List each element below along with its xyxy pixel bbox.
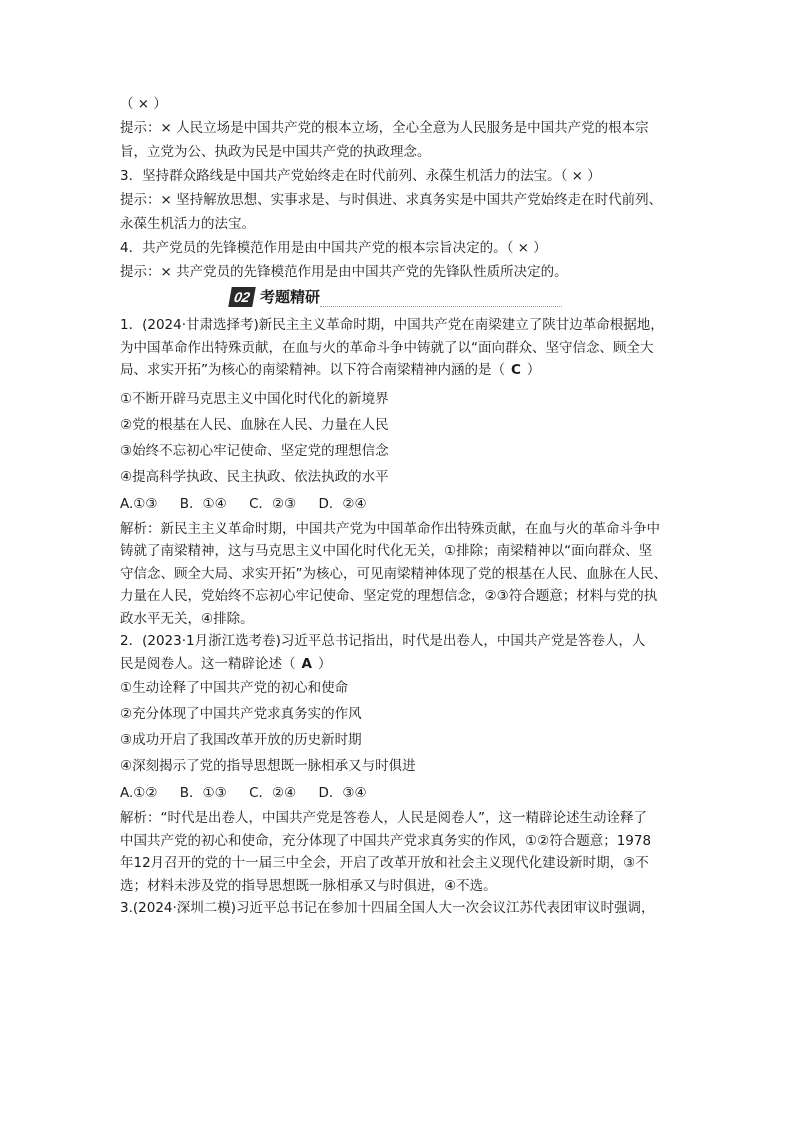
analysis-line: 铸就了南梁精神，这与马克思主义中国化时代化无关，①排除；南梁精神以“面向群众、坚 [120,543,653,559]
statement-item: ④深刻揭示了党的指导思想既一脉相承又与时俱进 [120,758,416,774]
statement-item: ③成功开启了我国改革开放的历史新时期 [120,732,362,748]
tip-line: 提示：× 人民立场是中国共产党的根本立场，全心全意为人民服务是中国共产党的根本宗 [120,120,649,136]
judgement-mark: （ × ） [120,96,167,112]
statement-item: ②党的根基在人民、血脉在人民、力量在人民 [120,416,389,433]
analysis-line: 解析：“时代是出卷人，中国共产党是答卷人，人民是阅卷人”，这一精辟论述生动诠释了 [120,810,647,826]
tip-block-3 [120,190,676,234]
statement-item: ①生动诠释了中国共产党的初心和使命 [120,680,349,696]
stem-text: ） [317,655,332,672]
analysis-line: 力量在人民，党始终不忘初心牢记使命、坚定党的理想信念，②③符合题意；材料与党的执 [120,588,658,604]
analysis-line: 年12月召开的党的十一届三中全会，开启了改革开放和社会主义现代化建设新时期，③不 [120,855,649,871]
option-a: A.①③ [120,495,158,512]
question-1 [120,314,676,630]
tip-block-1 [120,118,676,162]
stem-text: 局、求实开拓”为核心的南梁精神。以下符合南梁精神内涵的是（ [120,362,505,378]
option-b: B．①④ [179,495,227,512]
analysis-line: 政水平无关，④排除。 [120,610,254,627]
answer-options [120,490,676,518]
question-stem-line: 为中国革命作出特殊贡献，在血与火的革命斗争中铸就了以“面向群众、坚守信念、顾全大 [120,339,654,356]
question-3-stem: 3.(2024·深圳二模)习近平总书记在参加十四届全国人大一次会议江苏代表团审议时强调， [120,900,655,916]
section-title: 考题精研 [260,288,321,306]
statement-item: ①不断开辟马克思主义中国化时代化的新境界 [120,390,389,407]
section-number-badge: 02 [228,287,256,307]
section-header [120,286,676,310]
tip-line: 提示：× 坚持解放思想、实事求是、与时俱进、求真务实是中国共产党始终走在时代前列、 [120,192,663,208]
option-a: A.①② [120,785,158,801]
answer-letter: C [511,362,521,378]
judgement-question-3: 3．坚持群众路线是中国共产党始终走在时代前列、永葆生机活力的法宝。（ × ） [120,168,601,184]
tip-line: 提示：× 共产党员的先锋模范作用是由中国共产党的先锋队性质所决定的。 [120,264,568,280]
statement-item: ④提高科学执政、民主执政、依法执政的水平 [120,468,389,485]
analysis-block [120,518,676,631]
analysis-block [120,807,676,897]
stem-text: 民是阅卷人。这一精辟论述（ [120,655,296,672]
answer-options [120,779,676,807]
question-stem-line: 1．(2024·甘肃选择考)新民主主义革命时期，中国共产党在南梁建立了陕甘边革命根据地， [120,317,664,333]
statement-item: ②充分体现了中国共产党求真务实的作风 [120,706,362,722]
tip-line: 永葆生机活力的法宝。 [120,216,255,232]
analysis-line: 守信念、顾全大局、求实开拓”为核心，可见南梁精神体现了党的根基在人民、血脉在人民、 [120,565,667,582]
judgement-question-4: 4．共产党员的先锋模范作用是由中国共产党的根本宗旨决定的。（ × ） [120,240,547,256]
section-divider [320,306,562,307]
question-stem-line [120,359,676,382]
analysis-line: 选；材料未涉及党的指导思想既一脉相承又与时俱进，④不选。 [120,877,497,894]
option-d: D．②④ [318,495,367,512]
option-c: C．②④ [249,785,297,801]
document-page [120,94,676,920]
analysis-line: 中国共产党的初心和使命，充分体现了中国共产党求真务实的作风，①②符合题意；1978 [120,832,652,849]
option-c: C．②③ [249,495,297,512]
option-b: B．①③ [179,785,227,801]
option-d: D．③④ [318,785,367,801]
question-2 [120,630,676,897]
stem-text: ） [526,362,541,378]
statement-item: ③始终不忘初心牢记使命、坚定党的理想信念 [120,442,389,459]
analysis-line: 解析：新民主主义革命时期，中国共产党为中国革命作出特殊贡献，在血与火的革命斗争中 [120,520,660,537]
tip-line: 旨，立党为公、执政为民是中国共产党的执政理念。 [120,144,431,160]
question-stem-line [120,653,676,676]
answer-letter: A [301,655,312,672]
question-stem-line: 2．(2023·1月浙江选考卷)习近平总书记指出，时代是出卷人，中国共产党是答卷人，人 [120,633,646,649]
